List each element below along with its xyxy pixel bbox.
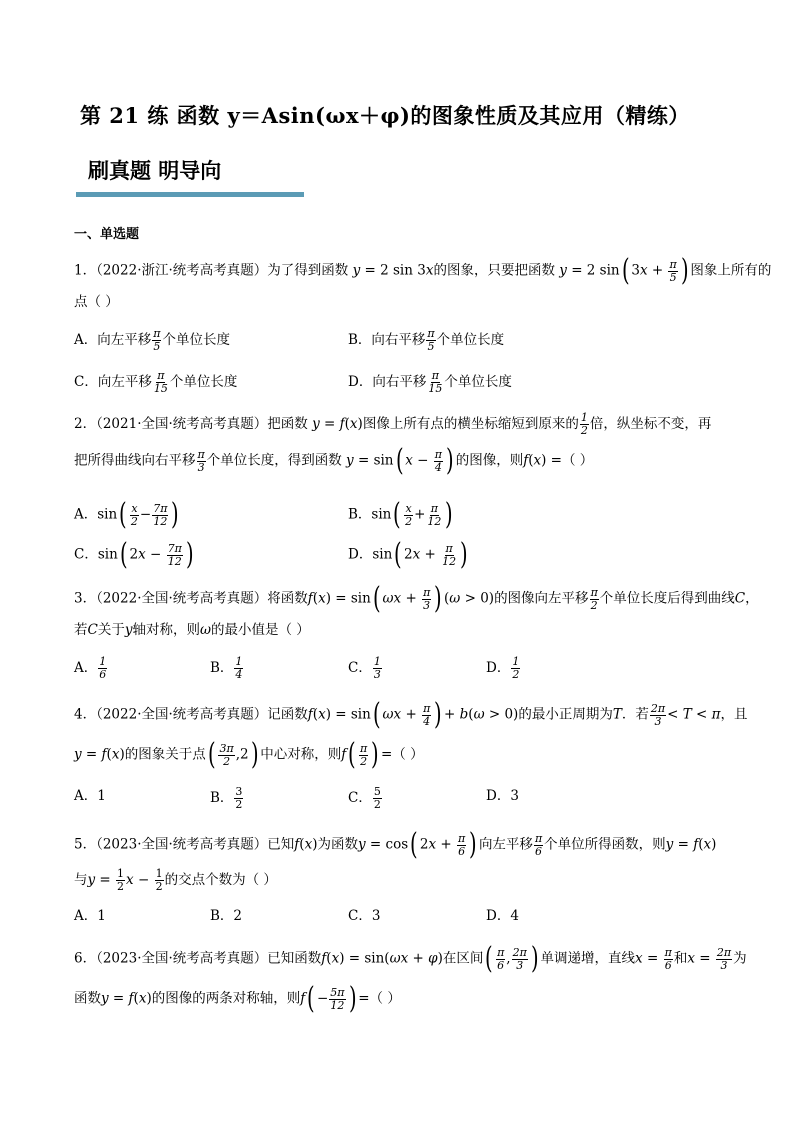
question-4-line-1: 4．（2022·全国·统考高考真题）记函数f(x) = sin( ωx + $\frac{\pi}{4}$ ) + b(ω > 0)的最小正周期为T．若 $\frac{2\pi}{3}$ < T < π，且 <box>74 697 748 732</box>
section-banner: 刷真题 明导向 <box>88 158 222 183</box>
question-6-line-1: 6．（2023·全国·统考高考真题）已知函数f(x) = sin(ωx + φ)在区间( $\frac{\pi}{6}$ , $\frac{2\pi}{3}$ ) 单调递增，直线x = $\frac{\pi}{6}$ 和x = $\frac{2\pi}{3}$ 为 <box>74 941 747 976</box>
q4-option-b[interactable]: B． $\frac{3}{2}$ <box>210 785 243 811</box>
q2-option-c[interactable]: C．sin( 2x − $\frac{7\pi}{12}$ ) <box>74 537 194 572</box>
q2-option-a[interactable]: A．sin( $\frac{x}{2}$ − $\frac{7\pi}{12}$ ) <box>74 497 180 532</box>
q5-option-a[interactable]: A．1 <box>74 908 106 924</box>
q5-option-c[interactable]: C．3 <box>348 908 381 924</box>
q3-option-d[interactable]: D． $\frac{1}{2}$ <box>486 655 520 681</box>
q3-option-c[interactable]: C． $\frac{1}{3}$ <box>348 655 381 681</box>
q1-option-b[interactable]: B．向右平移 $\frac{\pi}{5}$ 个单位长度 <box>348 327 505 353</box>
q4-option-a[interactable]: A．1 <box>74 788 106 804</box>
question-3-line-1: 3．（2022·全国·统考高考真题）将函数f(x) = sin( ωx + $\frac{\pi}{3}$ ) (ω > 0)的图像向左平移 $\frac{\pi}{2}$ 个单位长度后得到曲线C， <box>74 581 759 616</box>
q3-option-a[interactable]: A． $\frac{1}{6}$ <box>74 655 107 681</box>
banner-underline <box>76 192 304 197</box>
q3-option-b[interactable]: B． $\frac{1}{4}$ <box>210 655 243 681</box>
q4-option-d[interactable]: D．3 <box>486 788 519 804</box>
question-4-line-2: y = f(x)的图象关于点( $\frac{3\pi}{2}$ ,2) 中心对称，则f( $\frac{\pi}{2}$ ) =（ ） <box>74 737 424 772</box>
question-6-line-2: 函数y = f(x)的图像的两条对称轴，则f( − $\frac{5\pi}{12}$ ) =（ ） <box>74 981 401 1016</box>
q5-option-b[interactable]: B．2 <box>210 908 243 924</box>
question-5-line-1: 5．（2023·全国·统考高考真题）已知f(x)为函数y = cos( 2x + $\frac{\pi}{6}$ ) 向左平移 $\frac{\pi}{6}$ 个单位所得函数，则y = f(x) <box>74 827 717 862</box>
q1-option-d[interactable]: D．向右平移 $\frac{\pi}{15}$ 个单位长度 <box>348 369 512 395</box>
q1-option-c[interactable]: C．向左平移 $\frac{\pi}{15}$ 个单位长度 <box>74 369 238 395</box>
question-2-line-2: 把所得曲线向右平移 $\frac{\pi}{3}$ 个单位长度，得到函数 y = sin( x − $\frac{\pi}{4}$ ) 的图像，则f(x) =（ ） <box>74 443 594 478</box>
question-1-line-2: 点（ ） <box>74 294 119 310</box>
section-heading: 一、单选题 <box>74 227 140 242</box>
q1-option-a[interactable]: A．向左平移 $\frac{\pi}{5}$ 个单位长度 <box>74 327 230 353</box>
q5-option-d[interactable]: D．4 <box>486 908 519 924</box>
q2-option-b[interactable]: B．sin( $\frac{x}{2}$ + $\frac{\pi}{12}$ ) <box>348 497 454 532</box>
page-title: 第 21 练 函数 y＝Asin(ωx＋φ)的图象性质及其应用（精练） <box>80 103 690 128</box>
q2-option-d[interactable]: D．sin( 2x + $\frac{\pi}{12}$ ) <box>348 537 468 572</box>
question-5-line-2: 与y = $\frac{1}{2}$ x − $\frac{1}{2}$ 的交点个数为（ ） <box>74 867 277 893</box>
question-2-line-1: 2．（2021·全国·统考高考真题）把函数 y = f(x)图像上所有点的横坐标缩短到原来的 $\frac{1}{2}$ 倍，纵坐标不变，再 <box>74 411 712 437</box>
question-3-line-2: 若C关于y轴对称，则ω的最小值是（ ） <box>74 622 310 638</box>
q4-option-c[interactable]: C． $\frac{5}{2}$ <box>348 785 381 811</box>
question-1-line-1: 1．（2022·浙江·统考高考真题）为了得到函数 y = 2 sin 3x的图象，只要把函数 y = 2 sin( 3x + $\frac{\pi}{5}$ ) 图象上所有的 <box>74 253 772 288</box>
